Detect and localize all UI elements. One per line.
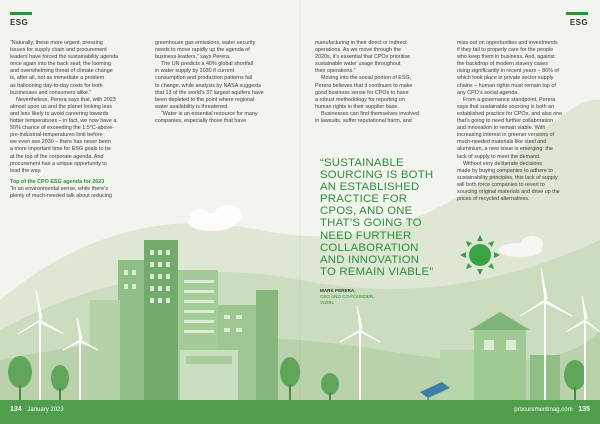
paragraph: Moving into the social portion of ESG, Perera believes that it continues to make good business sense for CPOs to have a robust methodology for reporting on human rights in their supplier base. — [315, 75, 413, 110]
article-column-2 — [155, 40, 293, 125]
section-tag-label: ESG — [569, 18, 588, 27]
article-column-4 — [457, 40, 595, 203]
paragraph: The UN predicts a 40% global shortfall in water supply by 2030 if current consumption and production patterns fail to change, while analysis by NASA suggests that 13 of the world’s 37 largest aquifers have been depleted to the point where regional water availability is threatened. — [155, 61, 264, 110]
paragraph: greenhouse gas emissions, water security needs to move rapidly up the agenda of business leaders,” says Perera. — [155, 40, 256, 61]
sun-icon — [460, 235, 500, 275]
article-column-3 — [315, 40, 455, 125]
paragraph: “Naturally, these more urgent, pressing issues for supply chain and procurement leaders have forced the sustainability agenda once again into the back seat; the looming and overwhelming threat of climate change is, after all, not as immediate a problem as ballooning day-to-day costs for both businesses and consumers alike.” — [10, 40, 119, 96]
page-number-right: 135 — [578, 406, 590, 413]
subheading: Top of the CPO ESG agenda for 2023 — [10, 178, 105, 185]
issue-date: January 2023 — [27, 407, 64, 413]
pull-quote: “SUSTAINABLE SOURCING IS BOTH AN ESTABLISHED PRACTICE FOR CPOS, AND ONE THAT’S GOING TO NEED FURTHER COLLABORATION AND INNOVATION TO REMAIN VIABLE” — [320, 157, 434, 278]
attribution-role: CEO AND CO-FOUNDER, VIZIBL — [320, 294, 375, 305]
site-url[interactable]: procurementmag.com — [514, 407, 573, 413]
footer-right — [514, 406, 590, 413]
article-column-1 — [10, 40, 148, 200]
section-tag-right — [566, 12, 588, 27]
tag-bar — [566, 12, 588, 15]
paragraph: Businesses can find themselves involved in lawsuits, suffer reputational harm, and — [315, 110, 419, 125]
quote-attribution — [320, 288, 374, 306]
page-number-left: 134 — [10, 406, 22, 413]
footer-left — [10, 406, 64, 413]
footer-bar — [0, 400, 600, 424]
section-tag-label: ESG — [10, 18, 29, 27]
paragraph: Nevertheless, Perera says that, with 2023 almost upon us and the planet looking less and less likely to avoid careering towards hotter temperatures – in fact, we now have a 50% chance of exceeding the 1.5°C-above- pre-industrial-temperatures limit before we even see 2030 – there has never been a more important time for ESG goals to be at the top of the corporate agenda. And procurement has a unique opportunity to lead the way. — [10, 96, 117, 174]
paragraph: Without very deliberate decisions made by buying companies to adhere to sustainability principles, this lack of supply will both force companies to revert to sourcing original materials and drive up the prices of recycled alternatives. — [457, 160, 560, 203]
page-gutter — [299, 0, 301, 400]
paragraph: manufacturing in their direct or indirect operations. As we move through the 2020s, it’s essential that CPOs prioritise sustainable water usage throughout their operations.” — [315, 40, 411, 75]
paragraph: “Water is an essential resource for many companies, especially those that have — [155, 110, 258, 125]
section-tag-left — [10, 12, 32, 27]
paragraph: From a governance standpoint, Perera says that sustainable sourcing is both an established practice for CPOs, and also one that’s going to need further collaboration and innovation to remain viable. With increasing interest in greener versions of much-needed materials like steel and aluminium, a new issue is emerging: the lack of supply to meet the demand. — [457, 96, 563, 160]
tag-bar — [10, 12, 32, 15]
attribution-name: MARK PERERA, — [320, 288, 356, 293]
paragraph: miss out on opportunities and investments if they fail to properly care for the people who keep them in business. And, against the backdrop of modern slavery cases rising significantly in recent years – 86% of which took place in private sector supply chains – human rights must remain top of any CPO’s social agenda. — [457, 40, 559, 96]
paragraph: “In an environmental sense, while there’s plenty of much-needed talk about reducing — [10, 185, 112, 199]
